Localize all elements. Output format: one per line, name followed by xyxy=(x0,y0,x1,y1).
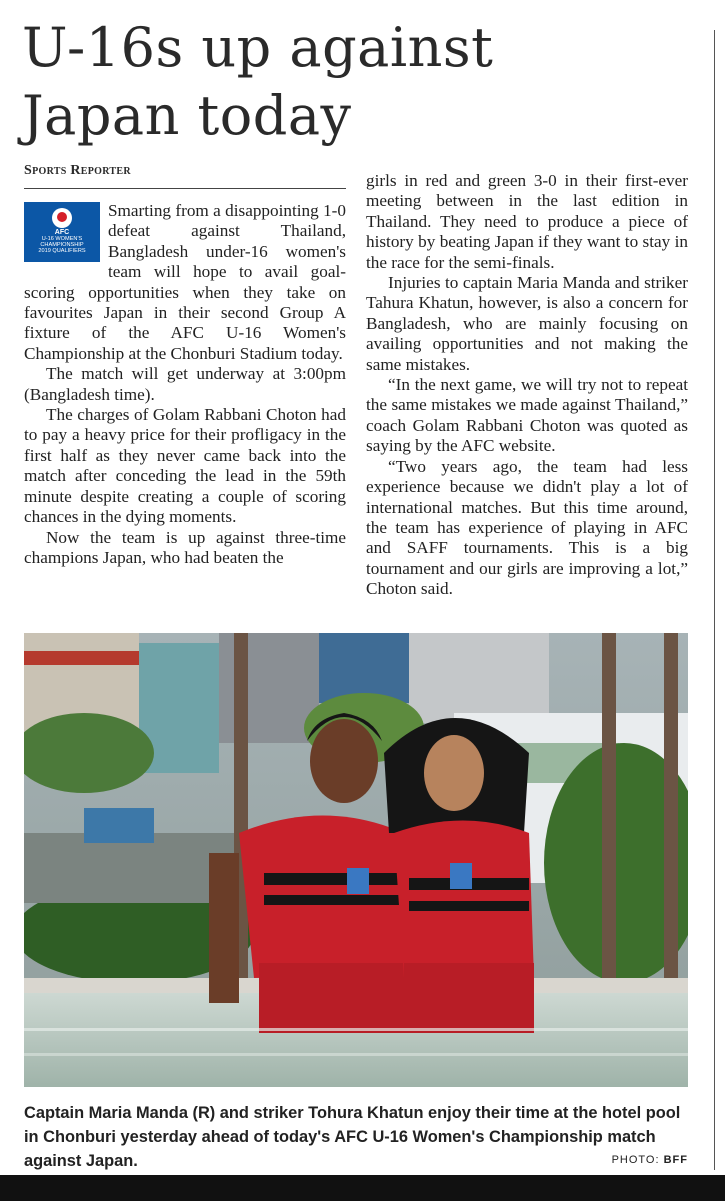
photo-credit-source: BFF xyxy=(663,1154,688,1166)
logo-line-4: 2019 QUALIFIERS xyxy=(38,248,86,254)
paragraph: Injuries to captain Maria Manda and striker Tahura Khatun, however, is also a concern for Bangladesh, who are mainly focusing on availing opportunities and not making the same mistakes. xyxy=(366,273,688,374)
logo-line-1: AFC xyxy=(54,229,70,236)
paragraph: “In the next game, we will try not to repeat the same mistakes we made against Thailand,” coach Golam Rabbani Choton was quoted as saying by the AFC website. xyxy=(366,375,688,456)
page-gutter-rule xyxy=(714,30,715,1170)
paragraph: Now the team is up against three-time champions Japan, who had beaten the xyxy=(24,527,346,567)
afc-emblem-icon xyxy=(52,208,72,228)
paragraph: Smarting from a disappointing 1-0 defeat against Thailand, Bangladesh under-16 women's team will hope to avail goal-scoring opportunities when they take on favourites Japan in their second Group A fixture of the AFC U-16 Women's Championship at the Chonburi Stadium today. xyxy=(24,201,346,363)
photo-credit xyxy=(612,1154,688,1166)
photo-caption: Captain Maria Manda (R) and striker Tohura Khatun enjoy their time at the hotel pool in Chonburi yesterday ahead of today's AFC U-16 Women's Championship match against Japan. xyxy=(24,1104,681,1170)
article-column-1 xyxy=(24,201,346,568)
news-photo xyxy=(24,633,688,1087)
paragraph: The match will get underway at 3:00pm (Bangladesh time). xyxy=(24,364,346,404)
paragraph: girls in red and green 3-0 in their first-ever meeting between in the last edition in Thailand. They need to produce a piece of history by beating Japan if they want to stay in the race for the semi-finals. xyxy=(366,171,688,272)
paragraph: “Two years ago, the team had less experience because we didn't play a lot of international matches. But this time around, the team has experience of playing in AFC and SAFF tournaments. This is a big tournament and our girls are improving a lot,” Choton said. xyxy=(366,456,688,599)
byline-divider xyxy=(24,188,346,189)
byline: Sports Reporter xyxy=(24,163,131,178)
page-bottom-bar xyxy=(0,1175,725,1201)
photo-credit-label: PHOTO: xyxy=(611,1154,660,1166)
afc-championship-logo xyxy=(24,202,100,262)
logo-caption xyxy=(38,230,85,254)
logo-line-2: U-16 WOMEN'S xyxy=(41,236,83,242)
headline: U-16s up against Japan today xyxy=(22,16,494,147)
logo-line-3: CHAMPIONSHIP xyxy=(40,242,84,248)
article-column-2 xyxy=(366,171,688,600)
paragraph: The charges of Golam Rabbani Choton had to pay a heavy price for their profligacy in the first half as they never came back into the match after conceding the lead in the 59th minute despite creating a couple of scoring chances in the dying moments. xyxy=(24,405,346,527)
